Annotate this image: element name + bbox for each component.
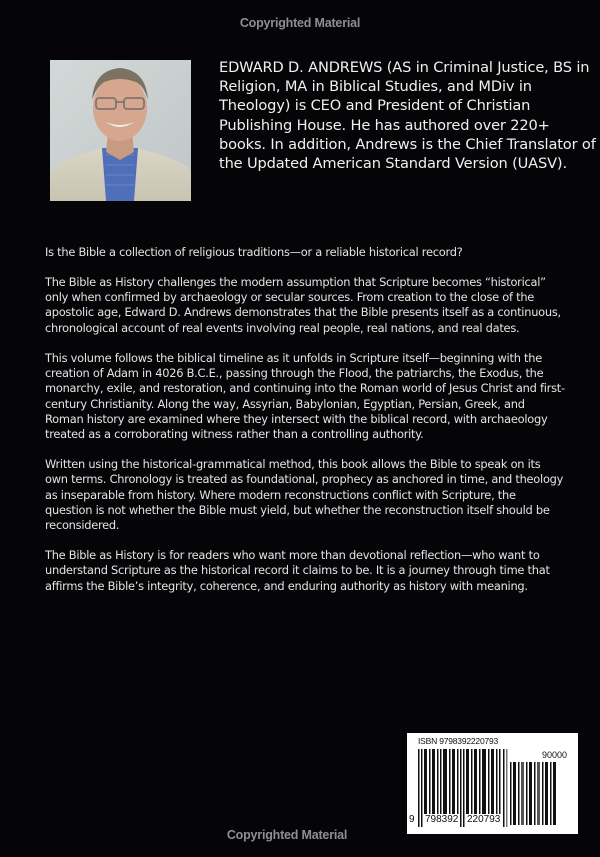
- barcode-digits-right: 220793: [467, 814, 501, 825]
- description-paragraph-intro: The Bible as History challenges the modern assumption that Scripture becomes “historical” only when confirmed by archaeology or secular sources. From creation to the close of the apostolic age, Edward D. Andrews demonstrates that the Bible presents itself as a continuous, chronological account of real events involving real people, real nations, and real dates.: [45, 274, 561, 335]
- isbn-label: ISBN 9798392220793: [418, 736, 499, 746]
- book-description: [45, 245, 565, 609]
- copyright-watermark-bottom: Copyrighted Material: [226, 828, 348, 842]
- author-bio: EDWARD D. ANDREWS (AS in Criminal Justice, BS in Religion, MA in Biblical Studies, and MDiv in Theology) is CEO and President of Christian Publishing House. He has authored over 220+ books. In addition, Andrews is the Chief Translator of the Updated American Standard Version (UASV).: [219, 59, 596, 173]
- barcode-digit-prefix: 9: [409, 814, 415, 825]
- isbn-barcode: [407, 733, 578, 834]
- price-code-label: 90000: [542, 750, 568, 760]
- author-photo: [50, 60, 191, 201]
- price-addon-barcode-bars: [510, 762, 557, 825]
- description-paragraph-audience: The Bible as History is for readers who want more than devotional reflection—who want to understand Scripture as the historical record it claims to be. It is a journey through time that affirms the Bible’s integrity, coherence, and enduring authority as history with meaning.: [45, 548, 550, 593]
- copyright-watermark-top: Copyrighted Material: [239, 16, 361, 30]
- description-paragraph-method: Written using the historical-grammatical method, this book allows the Bible to speak on its own terms. Chronology is treated as foundational, prophecy as anchored in time, and theology as inseparable from history. Where modern reconstructions conflict with Scripture, the question is not whether the Bible must yield, but whether the reconstruction itself should be reconsidered.: [45, 457, 564, 533]
- description-paragraph-question: Is the Bible a collection of religious traditions—or a reliable historical record?: [45, 245, 463, 259]
- barcode-digits-left: 798392: [425, 814, 459, 825]
- author-portrait-image: [50, 60, 191, 201]
- description-paragraph-timeline: This volume follows the biblical timeline as it unfolds in Scripture itself—beginning with the creation of Adam in 4026 B.C.E., passing through the Flood, the patriarchs, the Exodus, the monarchy, exile, and restoration, and continuing into the Roman world of Jesus Christ and first-century Christianity. Along the way, Assyrian, Babylonian, Egyptian, Persian, Greek, and Roman history are examined where they intersect with the biblical record, with archaeology treated as a corroborating witness rather than a controlling authority.: [45, 350, 565, 442]
